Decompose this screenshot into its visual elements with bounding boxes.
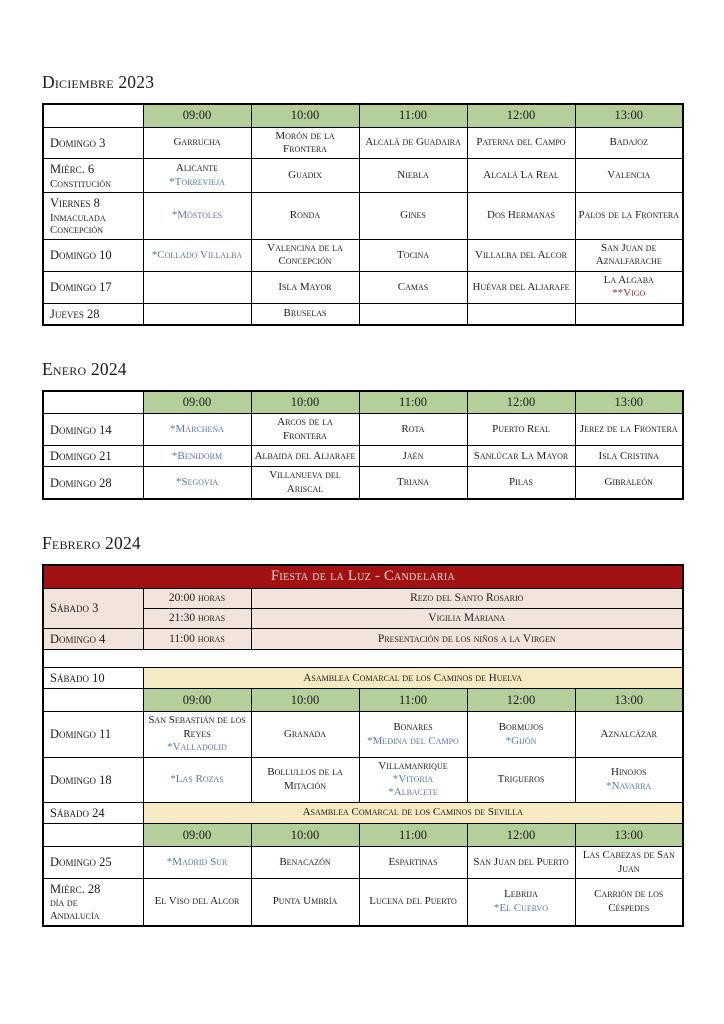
cell-text: Palos de la Frontera [578,209,679,222]
corner-cell [43,391,143,414]
cell-text: *Torrevieja [169,175,225,188]
schedule-cell [359,303,467,325]
schedule-cell [143,446,251,467]
schedule-cell [251,193,359,240]
day-cell [43,240,143,272]
schedule-cell [143,159,251,193]
month-title: Diciembre 2023 [42,72,155,92]
cell-text: Villanueva del Ariscal [269,469,341,495]
cell-text: Arcos de la Frontera [277,416,333,442]
day-label: Sábado 3 [50,601,99,616]
table-row [43,193,683,240]
day-label: Andalucía [50,909,100,922]
time-header-cell: 09:00 [143,689,251,712]
day-cell [43,159,143,193]
cell-text: *Marchena [170,423,224,436]
cell-text: Las Cabezas de San Juan [582,849,675,875]
schedule-cell [467,414,575,446]
schedule-cell [359,712,467,757]
day-label: Viernes 8 [50,196,100,211]
schedule-cell [143,271,251,303]
day-label: Miérc. 6 [50,162,95,177]
cell-text: *Navarra [606,779,652,792]
spacer-cell [43,650,683,668]
day-cell [43,802,143,823]
assembly-banner: Asamblea Comarcal de los Caminos de Huelva [143,668,683,689]
day-label: Jueves 28 [50,306,100,321]
cell-text: Guadix [288,169,322,182]
schedule-cell [251,878,359,925]
day-label: Domingo 21 [50,449,112,464]
day-cell [43,757,143,802]
schedule-cell [143,127,251,159]
cell-text: Dos Hermanas [487,209,555,222]
schedule-cell [143,414,251,446]
schedule-cell [467,467,575,499]
time-header-cell: 11:00 [359,689,467,712]
time-header-cell: 13:00 [575,104,683,127]
schedule-cell [359,159,467,193]
schedule-cell [359,271,467,303]
schedule-cell [143,467,251,499]
cell-text: *Madrid Sur [166,855,228,868]
schedule-table [42,564,684,926]
cell-text: San Juan de Aznalfarache [595,242,662,268]
schedule-cell [575,847,683,879]
day-label: Domingo 3 [50,135,106,150]
cell-text: Hinojos [610,766,647,779]
cell-text: **Vigo [612,287,646,300]
cell-text: Pilas [509,476,533,489]
event-description-cell: Rezo del Santo Rosario [251,588,683,608]
cell-text: Lucena del Puerto [369,895,457,908]
day-label: Domingo 4 [50,631,106,646]
schedule-cell [359,446,467,467]
cell-text: *Segovia [175,476,219,489]
cell-text: *Gijón [505,734,537,747]
cell-text: Morón de la Frontera [275,129,335,155]
table-row [43,127,683,159]
corner-cell [43,824,143,847]
time-header-cell: 11:00 [359,104,467,127]
day-label: Domingo 28 [50,475,112,490]
cell-text: Bormujos [498,721,544,734]
day-label: Domingo 17 [50,280,112,295]
schedule-cell [575,467,683,499]
cell-text: *Valladolid [167,741,227,754]
time-header-cell: 12:00 [467,689,575,712]
cell-text: Punta Umbría [272,895,338,908]
cell-text: Jaén [402,449,424,462]
day-cell [43,628,143,649]
schedule-cell [575,878,683,925]
schedule-cell [251,847,359,879]
day-cell [43,127,143,159]
cell-text: Sanlúcar La Mayor [473,449,569,462]
schedule-cell [251,467,359,499]
table-row [43,712,683,757]
cell-text: *Las Rozas [170,773,224,786]
table-row [43,668,683,689]
cell-text: Alcalá de Guadaira [365,136,461,149]
schedule-cell [359,847,467,879]
cell-text: San Sebastián de los Reyes [148,714,246,740]
cell-text: Villalba del Alcor [475,248,567,261]
day-label: Domingo 10 [50,248,112,263]
schedule-cell [467,240,575,272]
day-cell [43,446,143,467]
time-header-cell: 10:00 [251,104,359,127]
schedule-cell [575,414,683,446]
section-diciembre-2023 [42,72,682,326]
month-title: Enero 2024 [42,358,127,379]
table-row [43,802,683,823]
schedule-cell [251,446,359,467]
cell-text: Badajoz [609,136,648,149]
schedule-cell [467,271,575,303]
day-cell [43,668,143,689]
cell-text: *Vitoria [392,773,434,786]
schedule-cell [251,757,359,802]
day-label: Domingo 18 [50,772,112,787]
table-row [43,467,683,499]
table-row [43,159,683,193]
schedule-cell [575,127,683,159]
cell-text: Trigueros [497,773,545,786]
day-cell [43,878,143,925]
table-row [43,878,683,925]
cell-text: *Benidorm [171,449,223,462]
cell-text: San Juan del Puerto [473,855,569,868]
schedule-cell [575,712,683,757]
cell-text: Alcalá La Real [483,169,559,182]
table-row [43,650,683,668]
day-cell [43,847,143,879]
cell-text: Ronda [289,209,321,222]
day-label: Domingo 14 [50,422,112,437]
section-enero-2024 [42,359,682,500]
schedule-cell [467,757,575,802]
schedule-cell [359,193,467,240]
event-time-cell: 21:30 horas [143,608,251,628]
schedule-cell [143,757,251,802]
schedule-cell [575,193,683,240]
event-description-cell: Presentación de los niños a la Virgen [251,628,683,649]
schedule-cell [143,193,251,240]
schedule-cell [359,127,467,159]
cell-text: Gibraleón [604,476,653,489]
table-row [43,240,683,272]
time-header-cell: 11:00 [359,824,467,847]
schedule-cell [575,446,683,467]
corner-cell [43,104,143,127]
cell-text: Bonares [393,721,433,734]
schedule-cell [251,414,359,446]
time-header-cell: 12:00 [467,824,575,847]
schedule-cell [251,240,359,272]
corner-cell [43,689,143,712]
day-label: Constitución [50,177,111,190]
cell-text: Triana [396,476,430,489]
time-header-cell: 10:00 [251,824,359,847]
cell-text: Granada [283,727,327,740]
month-title: Febrero 2024 [42,533,141,554]
cell-text: Valencina de la Concepción [267,242,343,268]
schedule-cell [143,240,251,272]
table-row [43,414,683,446]
schedule-cell [467,303,575,325]
schedule-cell [359,878,467,925]
schedule-cell [359,757,467,802]
schedule-cell [575,240,683,272]
cell-text: *Móstoles [171,209,223,222]
day-cell [43,303,143,325]
table-row [43,689,683,712]
cell-text: Lebrija [504,888,538,901]
cell-text: Rota [401,423,425,436]
table-row [43,628,683,649]
schedule-cell [143,847,251,879]
time-header-cell: 12:00 [467,391,575,414]
day-cell [43,588,143,628]
cell-text: Isla Cristina [598,449,659,462]
table-row [43,391,683,414]
day-label: Sábado 10 [50,671,105,686]
schedule-cell [575,159,683,193]
schedule-cell [467,159,575,193]
cell-text: *Albacete [388,786,438,799]
schedule-cell [251,271,359,303]
cell-text: Aznalcázar [600,727,657,740]
cell-text: Carrión de los Céspedes [594,888,664,914]
schedule-cell [251,127,359,159]
time-header-cell: 11:00 [359,391,467,414]
schedule-cell [143,303,251,325]
schedule-cell [359,414,467,446]
cell-text: Villamanrique [378,759,448,772]
cell-text: Bruselas [283,307,327,320]
cell-text: Garrucha [173,136,221,149]
cell-text: Gines [400,209,426,222]
event-time-cell: 20:00 horas [143,588,251,608]
cell-text: Alicante [175,162,219,175]
cell-text: El Viso del Alcor [154,895,240,908]
table-row [43,565,683,588]
table-row [43,303,683,325]
time-header-cell: 12:00 [467,104,575,127]
cell-text: Niebla [397,169,429,182]
cell-text: Bollullos de la Mitación [267,766,343,792]
cell-text: Isla Mayor [278,280,332,293]
day-label: Sábado 24 [50,805,105,820]
cell-text: *Collado Villalba [151,248,243,261]
schedule-cell [575,303,683,325]
schedule-cell [467,847,575,879]
cell-text: Paterna del Campo [476,136,566,149]
schedule-cell [251,712,359,757]
schedule-cell [467,193,575,240]
table-row [43,104,683,127]
day-cell [43,271,143,303]
time-header-cell: 13:00 [575,391,683,414]
table-row [43,588,683,608]
schedule-cell [575,757,683,802]
time-header-cell: 13:00 [575,689,683,712]
cell-text: Albaida del Aljarafe [254,449,356,462]
assembly-banner: Asamblea Comarcal de los Caminos de Sevilla [143,802,683,823]
day-label: día de [50,897,78,910]
day-label: Inmaculada [50,211,106,224]
schedule-table [42,103,684,326]
fiesta-banner-title: Fiesta de la Luz - Candelaria [43,565,683,588]
cell-text: Valencia [607,169,651,182]
schedule-cell [359,467,467,499]
cell-text: Jerez de la Frontera [579,423,678,436]
day-cell [43,193,143,240]
day-cell [43,467,143,499]
cell-text: Tocina [396,248,430,261]
schedule-cell [467,878,575,925]
cell-text: Benacazón [279,855,331,868]
time-header-cell: 13:00 [575,824,683,847]
time-header-cell: 09:00 [143,824,251,847]
schedule-cell [143,878,251,925]
schedule-cell [251,303,359,325]
cell-text: La Algaba [603,273,654,286]
schedule-table [42,390,684,500]
cell-text: Camas [397,280,429,293]
time-header-cell: 09:00 [143,391,251,414]
cell-text: Huévar del Aljarafe [472,280,570,293]
cell-text: Espartinas [388,855,438,868]
table-row [43,847,683,879]
table-row [43,271,683,303]
event-time-cell: 11:00 horas [143,628,251,649]
time-header-cell: 10:00 [251,391,359,414]
event-description-cell: Vigilia Mariana [251,608,683,628]
schedule-cell [251,159,359,193]
day-label: Domingo 11 [50,727,112,742]
day-label: Miérc. 28 [50,881,101,896]
schedule-cell [467,127,575,159]
time-header-cell: 09:00 [143,104,251,127]
day-cell [43,712,143,757]
day-label: Concepción [50,224,103,237]
cell-text: *El Cuervo [493,901,549,914]
time-header-cell: 10:00 [251,689,359,712]
schedule-cell [143,712,251,757]
schedule-cell [467,446,575,467]
table-row [43,446,683,467]
table-row [43,824,683,847]
table-row [43,757,683,802]
day-cell [43,414,143,446]
section-febrero-2024 [42,533,682,926]
schedule-cell [575,271,683,303]
schedule-cell [359,240,467,272]
cell-text: Puerto Real [492,423,550,436]
day-label: Domingo 25 [50,855,112,870]
schedule-cell [467,712,575,757]
cell-text: *Medina del Campo [367,734,459,747]
